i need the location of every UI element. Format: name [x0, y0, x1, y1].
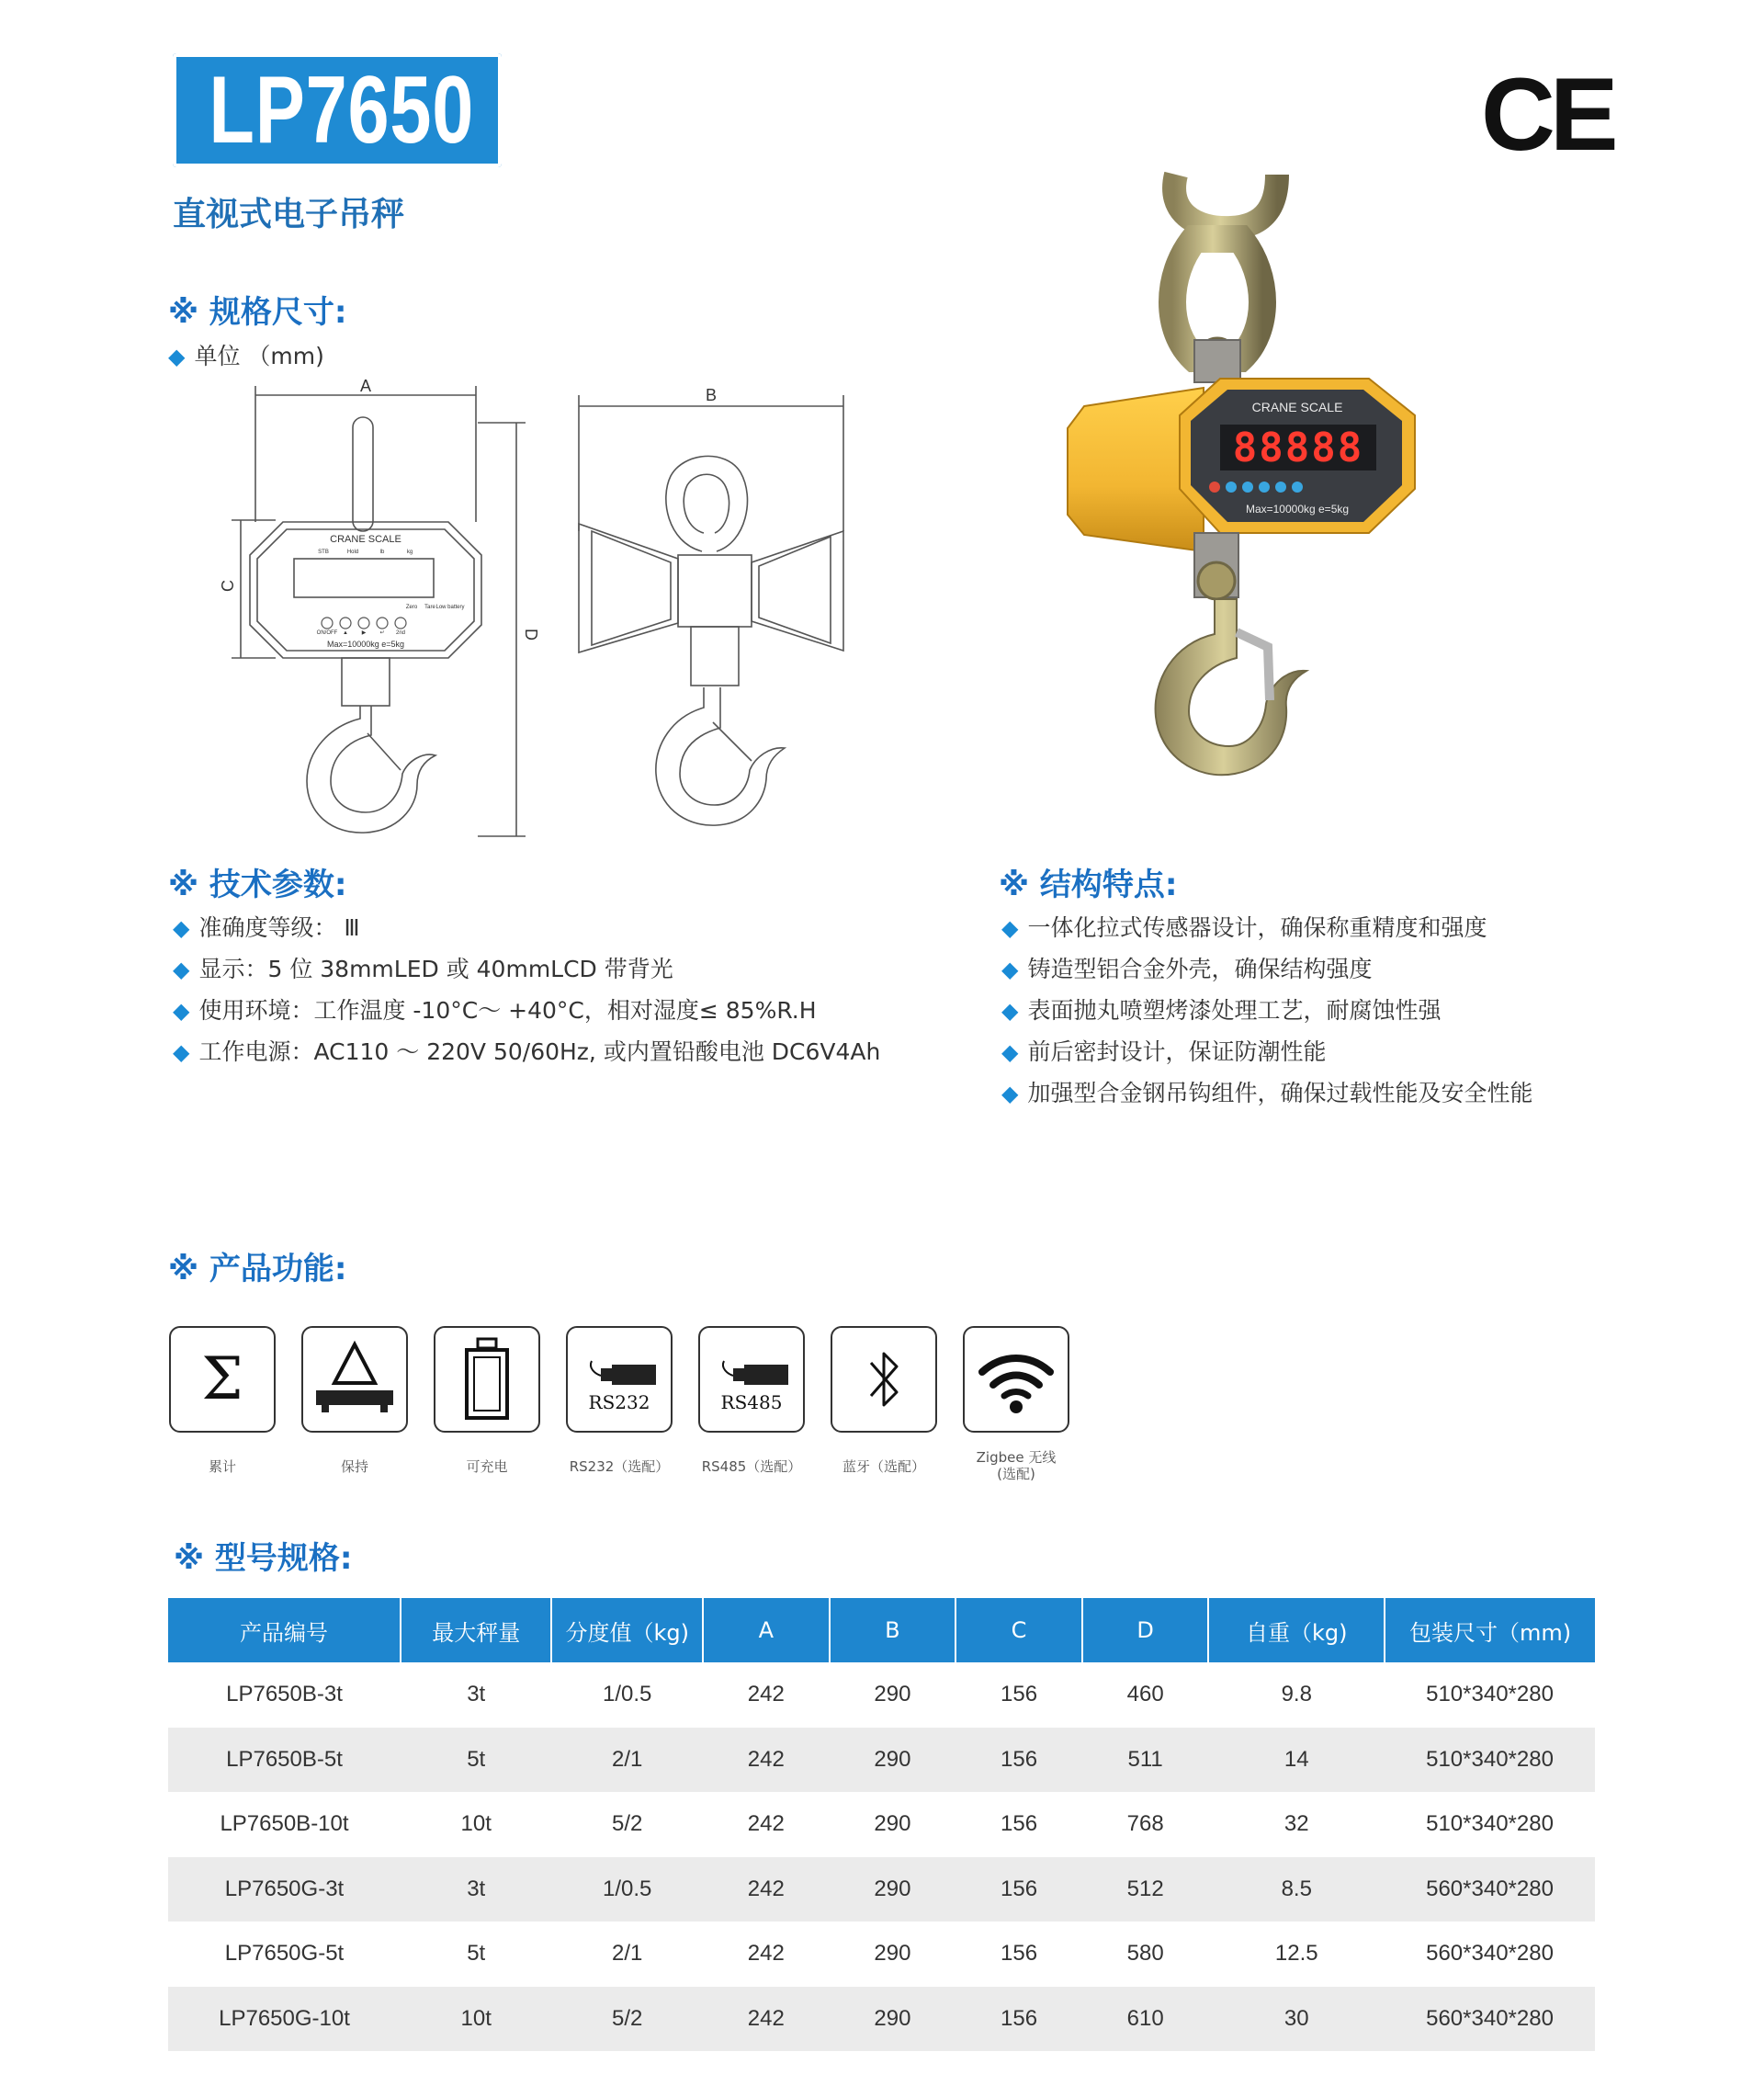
diamond-bullet-icon: ◆ — [173, 915, 190, 941]
table-header-row — [168, 1598, 1595, 1662]
table-cell: 1/0.5 — [603, 1682, 652, 1707]
table-cell: 242 — [703, 1987, 830, 2052]
table-cell: 510*340*280 — [1426, 1682, 1554, 1707]
function-section-title: ※ 产品功能: — [168, 1251, 347, 1287]
product-subtitle: 直视式电子吊秤 — [173, 196, 405, 233]
table-cell: 156 — [956, 1987, 1082, 2052]
feature-item — [1001, 1075, 1532, 1117]
column-header: 分度值（kg) — [551, 1598, 703, 1662]
diamond-bullet-icon: ◆ — [173, 998, 190, 1024]
function-label-hold: 保持 — [340, 1458, 368, 1475]
model-section-title: ※ 型号规格: — [174, 1540, 353, 1577]
table-cell: 10t — [460, 1811, 492, 1837]
table-cell: 5t — [467, 1941, 486, 1967]
table-cell: 2/1 — [612, 1941, 643, 1967]
drawing-key-right: ▶ — [361, 630, 367, 636]
table-cell: 290 — [874, 1941, 911, 1967]
feature-item-text: 前后密封设计，保证防潮性能 — [1027, 1038, 1327, 1065]
table-cell: LP7650B-10t — [220, 1811, 349, 1837]
feature-item — [1001, 910, 1532, 951]
product-photo — [1057, 175, 1424, 799]
table-row — [168, 1792, 1595, 1857]
tech-section-title: ※ 技术参数: — [168, 867, 347, 903]
feature-item-text: 加强型合金钢吊钩组件，确保过载性能及安全性能 — [1027, 1080, 1533, 1106]
function-label-zigbee — [947, 1449, 1085, 1482]
drawing-indicator-kg: kg — [406, 550, 413, 555]
drawing-key-2nd: 2nd — [395, 630, 406, 636]
table-cell: 30 — [1208, 1987, 1385, 2052]
tech-item-text: 工作电源：AC110 ～ 220V 50/60Hz, 或内置铅酸电池 DC6V4Ah — [198, 1038, 881, 1065]
table-cell: 242 — [703, 1728, 830, 1793]
table-cell: 156 — [1001, 1941, 1038, 1967]
table-cell: 560*340*280 — [1426, 1941, 1554, 1967]
column-header: D — [1082, 1598, 1209, 1662]
feature-item-text: 一体化拉式传感器设计，确保称重精度和强度 — [1027, 914, 1487, 941]
drawing-indicator-hold: Hold — [346, 550, 359, 555]
feature-item — [1001, 992, 1532, 1034]
hold-scale-icon — [301, 1326, 408, 1433]
drawing-indicator-zero: Zero — [405, 605, 418, 610]
table-cell: 14 — [1208, 1728, 1385, 1793]
bluetooth-icon — [831, 1326, 937, 1433]
table-cell: 512 — [1082, 1857, 1209, 1922]
drawing-indicator-stb: STB — [318, 550, 329, 555]
feature-item-text: 铸造型铝合金外壳，确保结构强度 — [1027, 956, 1373, 982]
table-cell: 156 — [1001, 1811, 1038, 1837]
table-cell: 290 — [830, 1987, 956, 2052]
table-cell: 12.5 — [1274, 1941, 1318, 1967]
table-cell: 610 — [1082, 1987, 1209, 2052]
feature-list — [1001, 910, 1532, 1117]
drawing-key-enter: ↵ — [379, 630, 385, 636]
table-cell: 5/2 — [612, 1811, 643, 1837]
side-view-drawing — [571, 384, 847, 844]
column-header: B — [830, 1598, 956, 1662]
feature-section-title: ※ 结构特点: — [999, 867, 1178, 903]
unit-label-line — [168, 338, 324, 371]
table-cell: 768 — [1126, 1811, 1164, 1837]
table-cell: 3t — [401, 1857, 551, 1922]
diamond-bullet-icon: ◆ — [173, 957, 190, 982]
table-cell: 510*340*280 — [1426, 1811, 1554, 1837]
column-header: 自重（kg) — [1208, 1598, 1385, 1662]
drawing-indicator-lb: lb — [379, 550, 385, 555]
table-cell: LP7650B-5t — [168, 1728, 401, 1793]
drawing-panel-title: CRANE SCALE — [330, 534, 401, 545]
drawing-indicator-tare: Tare — [424, 605, 435, 610]
table-cell: 511 — [1082, 1728, 1209, 1793]
model-logo-text: LP7650 — [209, 57, 475, 164]
front-view-drawing — [219, 377, 540, 844]
dim-b-label: B — [705, 386, 718, 404]
table-cell: 460 — [1126, 1682, 1164, 1707]
table-cell: 242 — [747, 1941, 785, 1967]
rs232-icon-text: RS232 — [588, 1391, 650, 1413]
table-cell: 242 — [747, 1682, 785, 1707]
sigma-icon: Σ — [169, 1326, 276, 1433]
rs485-icon-text: RS485 — [720, 1391, 783, 1413]
table-row — [168, 1987, 1595, 2052]
tech-item — [173, 992, 880, 1034]
table-cell: 290 — [874, 1682, 911, 1707]
unit-label: 单位 （mm) — [194, 343, 324, 369]
table-row — [168, 1728, 1595, 1793]
tech-item — [173, 1034, 880, 1075]
table-cell: LP7650G-5t — [224, 1941, 345, 1967]
table-cell: 3t — [467, 1682, 486, 1707]
dim-d-label: D — [522, 629, 540, 641]
table-cell: 1/0.5 — [551, 1857, 703, 1922]
table-cell: 5/2 — [551, 1987, 703, 2052]
wifi-icon — [963, 1326, 1069, 1433]
diamond-bullet-icon: ◆ — [1001, 957, 1019, 982]
table-cell: LP7650B-3t — [226, 1682, 343, 1707]
table-row — [168, 1662, 1595, 1728]
tech-item — [173, 910, 880, 951]
ce-mark: CE — [1481, 57, 1613, 172]
table-cell: 560*340*280 — [1385, 1987, 1595, 2052]
feature-item-text: 表面抛丸喷塑烤漆处理工艺，耐腐蚀性强 — [1027, 997, 1442, 1024]
table-cell: 290 — [874, 1811, 911, 1837]
table-cell: 510*340*280 — [1385, 1728, 1595, 1793]
table-cell: 9.8 — [1281, 1682, 1312, 1707]
drawing-key-onoff: ON/OFF — [316, 630, 338, 636]
rs232-plug-icon — [566, 1326, 673, 1433]
dim-c-label: C — [219, 580, 237, 592]
table-cell: 242 — [703, 1857, 830, 1922]
diamond-bullet-icon: ◆ — [1001, 915, 1019, 941]
function-label-rs485: RS485（选配） — [701, 1458, 802, 1475]
function-label-bluetooth: 蓝牙（选配） — [842, 1458, 925, 1475]
diamond-bullet-icon: ◆ — [1001, 1081, 1019, 1106]
table-cell: 290 — [830, 1728, 956, 1793]
table-cell: 242 — [747, 1811, 785, 1837]
function-label-rechargeable: 可充电 — [466, 1458, 508, 1475]
photo-capacity-label: Max=10000kg e=5kg — [1245, 503, 1350, 516]
battery-icon — [434, 1326, 540, 1433]
diamond-bullet-icon: ◆ — [1001, 998, 1019, 1024]
diamond-bullet-icon: ◆ — [168, 344, 186, 369]
feature-item — [1001, 1034, 1532, 1075]
table-cell: 156 — [956, 1728, 1082, 1793]
function-label-accumulate: 累计 — [208, 1458, 236, 1475]
table-cell: 156 — [1001, 1682, 1038, 1707]
table-cell: 156 — [956, 1857, 1082, 1922]
photo-led-display: 88888 — [1232, 425, 1364, 471]
tech-item — [173, 951, 880, 992]
feature-item — [1001, 951, 1532, 992]
table-cell: LP7650G-10t — [168, 1987, 401, 2052]
function-label-rs232: RS232（选配） — [569, 1458, 670, 1475]
drawing-key-up: ▲ — [343, 630, 348, 636]
photo-panel-title: CRANE SCALE — [1251, 400, 1343, 414]
tech-list — [173, 910, 880, 1075]
diamond-bullet-icon: ◆ — [173, 1039, 190, 1065]
column-header: 最大秤量 — [401, 1598, 551, 1662]
table-cell: 32 — [1283, 1811, 1309, 1837]
tech-item-text: 准确度等级： Ⅲ — [198, 914, 360, 941]
column-header: 产品编号 — [168, 1598, 401, 1662]
table-row — [168, 1922, 1595, 1987]
table-row — [168, 1857, 1595, 1922]
table-cell: 560*340*280 — [1385, 1857, 1595, 1922]
column-header: C — [956, 1598, 1082, 1662]
drawing-indicator-low-battery: Low battery — [435, 605, 465, 610]
table-cell: 580 — [1126, 1941, 1164, 1967]
table-cell: 2/1 — [551, 1728, 703, 1793]
table-cell: 5t — [401, 1728, 551, 1793]
tech-item-text: 显示：5 位 38mmLED 或 40mmLCD 带背光 — [198, 956, 673, 982]
zigbee-label-line1: Zigbee 无线 — [976, 1449, 1057, 1466]
column-header: 包装尺寸（mm) — [1385, 1598, 1595, 1662]
table-cell: LP7650G-3t — [168, 1857, 401, 1922]
diamond-bullet-icon: ◆ — [1001, 1039, 1019, 1065]
spec-section-title: ※ 规格尺寸: — [168, 294, 347, 331]
zigbee-label-line2: (选配) — [997, 1466, 1035, 1482]
rs485-plug-icon — [698, 1326, 805, 1433]
tech-item-text: 使用环境：工作温度 -10°C～ +40°C，相对湿度≤ 85%R.H — [198, 997, 817, 1024]
table-cell: 10t — [401, 1987, 551, 2052]
drawing-capacity-label: Max=10000kg e=5kg — [326, 640, 405, 649]
dim-a-label: A — [359, 377, 372, 395]
table-cell: 8.5 — [1208, 1857, 1385, 1922]
table-cell: 290 — [830, 1857, 956, 1922]
model-spec-table — [168, 1598, 1595, 2051]
column-header: A — [703, 1598, 830, 1662]
